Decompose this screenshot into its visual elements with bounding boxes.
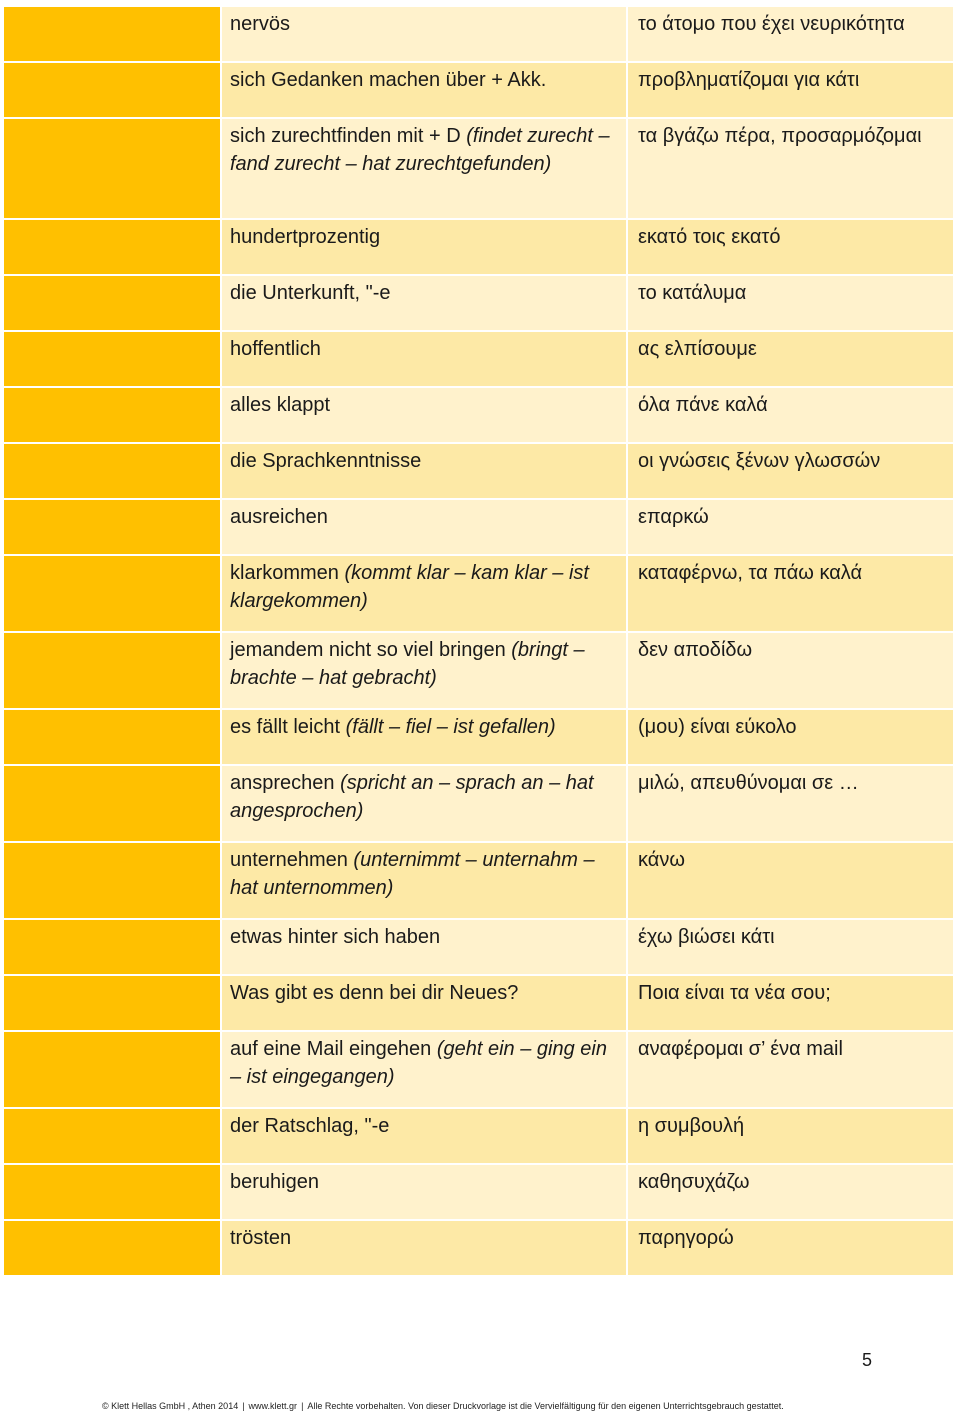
greek-translation: Ποια είναι τα νέα σου; xyxy=(628,976,953,1030)
german-term-cell xyxy=(222,766,626,841)
german-term: sich zurechtfinden mit + D xyxy=(230,125,467,147)
greek-translation: προβληματίζομαι για κάτι xyxy=(628,63,953,117)
german-verb-forms: (bringt – brachte – hat gebracht) xyxy=(230,639,585,689)
german-term-cell xyxy=(222,1221,626,1275)
vocab-row xyxy=(4,710,953,764)
vocab-row xyxy=(4,1165,953,1219)
greek-translation: καθησυχάζω xyxy=(628,1165,953,1219)
german-term-cell xyxy=(222,119,626,218)
german-verb-forms: (findet zurecht – fand zurecht – hat zurechtgefunden) xyxy=(230,125,610,175)
greek-translation: οι γνώσεις ξένων γλωσσών xyxy=(628,444,953,498)
row-marker-cell xyxy=(4,276,220,330)
german-term-cell xyxy=(222,920,626,974)
vocab-row xyxy=(4,7,953,61)
german-term-cell xyxy=(222,500,626,554)
row-marker-cell xyxy=(4,976,220,1030)
vocab-row xyxy=(4,920,953,974)
german-term-cell xyxy=(222,633,626,708)
greek-translation: (μου) είναι εύκολο xyxy=(628,710,953,764)
vocab-row xyxy=(4,332,953,386)
german-term: nervös xyxy=(230,13,291,35)
german-term: die Sprachkenntnisse xyxy=(230,450,422,472)
footer-copyright: © Klett Hellas GmbH , Athen 2014 xyxy=(102,1401,239,1411)
footer-separator: | xyxy=(242,1401,245,1411)
row-marker-cell xyxy=(4,1109,220,1163)
vocab-row xyxy=(4,633,953,708)
row-marker-cell xyxy=(4,766,220,841)
greek-translation: εκατό τοις εκατό xyxy=(628,220,953,274)
vocab-row xyxy=(4,1032,953,1107)
vocab-row xyxy=(4,976,953,1030)
german-term: alles klappt xyxy=(230,394,331,416)
german-verb-forms: (geht ein – ging ein – ist eingegangen) xyxy=(230,1038,607,1088)
row-marker-cell xyxy=(4,220,220,274)
greek-translation: ας ελπίσουμε xyxy=(628,332,953,386)
footer-website-link[interactable]: www.klett.gr xyxy=(248,1401,298,1411)
german-verb-forms: (kommt klar – kam klar – ist klargekommen) xyxy=(230,562,589,612)
german-term: Was gibt es denn bei dir Neues? xyxy=(230,982,519,1004)
greek-translation: έχω βιώσει κάτι xyxy=(628,920,953,974)
german-term: beruhigen xyxy=(230,1171,319,1193)
greek-translation: μιλώ, απευθύνομαι σε … xyxy=(628,766,953,841)
german-term-cell xyxy=(222,220,626,274)
german-term: die Unterkunft, "-e xyxy=(230,282,391,304)
german-term-cell xyxy=(222,1032,626,1107)
greek-translation: παρηγορώ xyxy=(628,1221,953,1275)
german-term-cell xyxy=(222,710,626,764)
greek-translation: τα βγάζω πέρα, προσαρμόζομαι xyxy=(628,119,953,218)
german-term-cell xyxy=(222,843,626,918)
row-marker-cell xyxy=(4,63,220,117)
german-verb-forms: (spricht an – sprach an – hat angesprochen) xyxy=(230,772,594,822)
german-verb-forms: (unternimmt – unternahm – hat unternommen) xyxy=(230,849,595,899)
row-marker-cell xyxy=(4,119,220,218)
row-marker-cell xyxy=(4,1221,220,1275)
german-term: trösten xyxy=(230,1227,292,1249)
vocab-row xyxy=(4,766,953,841)
vocab-row xyxy=(4,388,953,442)
vocab-row xyxy=(4,119,953,218)
german-term: es fällt leicht xyxy=(230,716,346,738)
german-term-cell xyxy=(222,556,626,631)
greek-translation: όλα πάνε καλά xyxy=(628,388,953,442)
german-term: ausreichen xyxy=(230,506,328,528)
german-term-cell xyxy=(222,1165,626,1219)
row-marker-cell xyxy=(4,7,220,61)
german-term: etwas hinter sich haben xyxy=(230,926,441,948)
greek-translation: το κατάλυμα xyxy=(628,276,953,330)
greek-translation: δεν αποδίδω xyxy=(628,633,953,708)
vocab-row xyxy=(4,1221,953,1275)
greek-translation: το άτομο που έχει νευρικότητα xyxy=(628,7,953,61)
german-term: ansprechen xyxy=(230,772,341,794)
german-term: unternehmen xyxy=(230,849,354,871)
row-marker-cell xyxy=(4,1032,220,1107)
german-term: klarkommen xyxy=(230,562,345,584)
row-marker-cell xyxy=(4,332,220,386)
row-marker-cell xyxy=(4,920,220,974)
row-marker-cell xyxy=(4,1165,220,1219)
german-term: der Ratschlag, "-e xyxy=(230,1115,390,1137)
vocab-row xyxy=(4,1109,953,1163)
vocabulary-table-body xyxy=(4,7,953,1275)
footer-separator: | xyxy=(301,1401,304,1411)
german-term-cell xyxy=(222,444,626,498)
vocab-row xyxy=(4,220,953,274)
footer-rights: Alle Rechte vorbehalten. xyxy=(307,1401,406,1411)
greek-translation: επαρκώ xyxy=(628,500,953,554)
german-verb-forms: (fällt – fiel – ist gefallen) xyxy=(345,716,556,738)
footer xyxy=(102,1400,942,1412)
vocab-row xyxy=(4,63,953,117)
german-term-cell xyxy=(222,332,626,386)
row-marker-cell xyxy=(4,388,220,442)
row-marker-cell xyxy=(4,710,220,764)
german-term-cell xyxy=(222,976,626,1030)
vocab-row xyxy=(4,276,953,330)
vocab-row xyxy=(4,444,953,498)
german-term-cell xyxy=(222,276,626,330)
row-marker-cell xyxy=(4,444,220,498)
greek-translation: η συμβουλή xyxy=(628,1109,953,1163)
german-term: auf eine Mail eingehen xyxy=(230,1038,437,1060)
page-number: 5 xyxy=(862,1350,873,1370)
row-marker-cell xyxy=(4,556,220,631)
greek-translation: κάνω xyxy=(628,843,953,918)
vocab-row xyxy=(4,500,953,554)
german-term-cell xyxy=(222,63,626,117)
german-term-cell xyxy=(222,1109,626,1163)
row-marker-cell xyxy=(4,633,220,708)
greek-translation: αναφέρομαι σ’ ένα mail xyxy=(628,1032,953,1107)
greek-translation: καταφέρνω, τα πάω καλά xyxy=(628,556,953,631)
german-term: hoffentlich xyxy=(230,338,321,360)
row-marker-cell xyxy=(4,500,220,554)
row-marker-cell xyxy=(4,843,220,918)
german-term: jemandem nicht so viel bringen xyxy=(230,639,512,661)
german-term: sich Gedanken machen über + Akk. xyxy=(230,69,547,91)
german-term-cell xyxy=(222,388,626,442)
vocab-row xyxy=(4,843,953,918)
german-term-cell xyxy=(222,7,626,61)
footer-notice: Von dieser Druckvorlage ist die Vervielfältigung für den eigenen Unterrichtsgebrauch gestattet. xyxy=(407,1401,784,1411)
german-term: hundertprozentig xyxy=(230,226,381,248)
vocabulary-table xyxy=(2,5,955,1277)
vocab-row xyxy=(4,556,953,631)
